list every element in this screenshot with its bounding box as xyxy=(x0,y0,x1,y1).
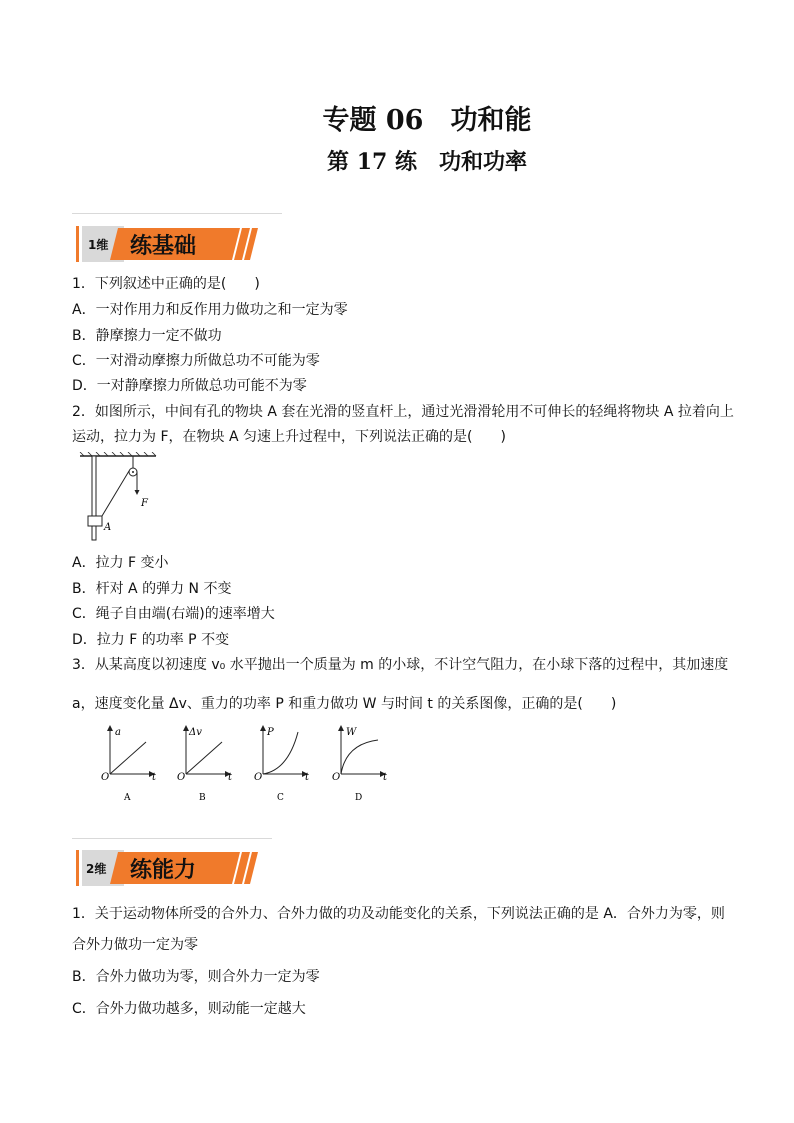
svg-text:O: O xyxy=(177,772,186,783)
section-title: 练能力 xyxy=(130,858,197,883)
graph-b xyxy=(177,726,233,803)
svg-text:t: t xyxy=(228,772,233,783)
section-title: 练基础 xyxy=(130,234,197,259)
block-label: A xyxy=(104,522,112,533)
question-stem-cont: 运动，拉力为 F，在物块 A 匀速上升过程中，下列说法正确的是( ) xyxy=(72,429,506,445)
svg-text:t: t xyxy=(383,772,388,783)
svg-text:t: t xyxy=(152,772,157,783)
divider xyxy=(72,838,272,839)
svg-text:W: W xyxy=(346,727,357,738)
graph-options xyxy=(98,722,398,804)
question-stem: 1．关于运动物体所受的合外力、合外力做的功及动能变化的关系，下列说法正确的是 A．合外力为零，则 xyxy=(72,906,725,922)
option-d: D．一对静摩擦力所做总功可能不为零 xyxy=(72,378,307,394)
question-stem: 2．如图所示，中间有孔的物块 A 套在光滑的竖直杆上，通过光滑滑轮用不可伸长的轻绳将物块 A 拉着向上 xyxy=(72,404,734,420)
svg-text:a: a xyxy=(115,727,121,738)
svg-text:O: O xyxy=(101,772,110,783)
option-a: A．一对作用力和反作用力做功之和一定为零 xyxy=(72,302,348,318)
question-stem-cont: a，速度变化量 Δv、重力的功率 P 和重力做功 W 与时间 t 的关系图像，正确的是( ) xyxy=(72,696,617,712)
option-b: B．杆对 A 的弹力 N 不变 xyxy=(72,581,232,597)
graph-d xyxy=(332,726,388,803)
option-c: C．合外力做功越多，则动能一定越大 xyxy=(72,1001,306,1017)
question-stem-cont: 合外力做功一定为零 xyxy=(72,937,198,953)
svg-text:Δv: Δv xyxy=(189,727,202,738)
section-badge: 2维 xyxy=(86,862,107,876)
question-stem: 1．下列叙述中正确的是( ) xyxy=(72,276,260,292)
graph-a xyxy=(101,726,157,803)
option-a: A．拉力 F 变小 xyxy=(72,555,169,571)
section-badge: 1维 xyxy=(88,238,109,252)
svg-text:P: P xyxy=(267,727,274,738)
svg-text:B: B xyxy=(199,793,206,803)
svg-text:C: C xyxy=(277,793,284,803)
lesson-title: 第 17 练 功和功率 xyxy=(327,149,527,175)
divider xyxy=(72,213,282,214)
section-header-basic xyxy=(72,222,272,268)
svg-text:t: t xyxy=(305,772,310,783)
option-b: B．静摩擦力一定不做功 xyxy=(72,328,222,344)
svg-text:A: A xyxy=(124,793,131,803)
force-label: F xyxy=(141,498,148,509)
graph-c xyxy=(254,726,310,803)
svg-text:D: D xyxy=(355,793,363,803)
option-b: B．合外力做功为零，则合外力一定为零 xyxy=(72,969,320,985)
topic-title: 专题 06 功和能 xyxy=(322,105,532,136)
option-d: D．拉力 F 的功率 P 不变 xyxy=(72,632,230,648)
pulley-figure xyxy=(78,452,168,544)
svg-text:O: O xyxy=(332,772,341,783)
section-header-ability xyxy=(72,846,272,892)
option-c: C．绳子自由端(右端)的速率增大 xyxy=(72,606,275,622)
svg-text:O: O xyxy=(254,772,263,783)
option-c: C．一对滑动摩擦力所做总功不可能为零 xyxy=(72,353,320,369)
question-stem: 3．从某高度以初速度 v₀ 水平抛出一个质量为 m 的小球，不计空气阻力，在小球下落的过程中，其加速度 xyxy=(72,657,729,673)
